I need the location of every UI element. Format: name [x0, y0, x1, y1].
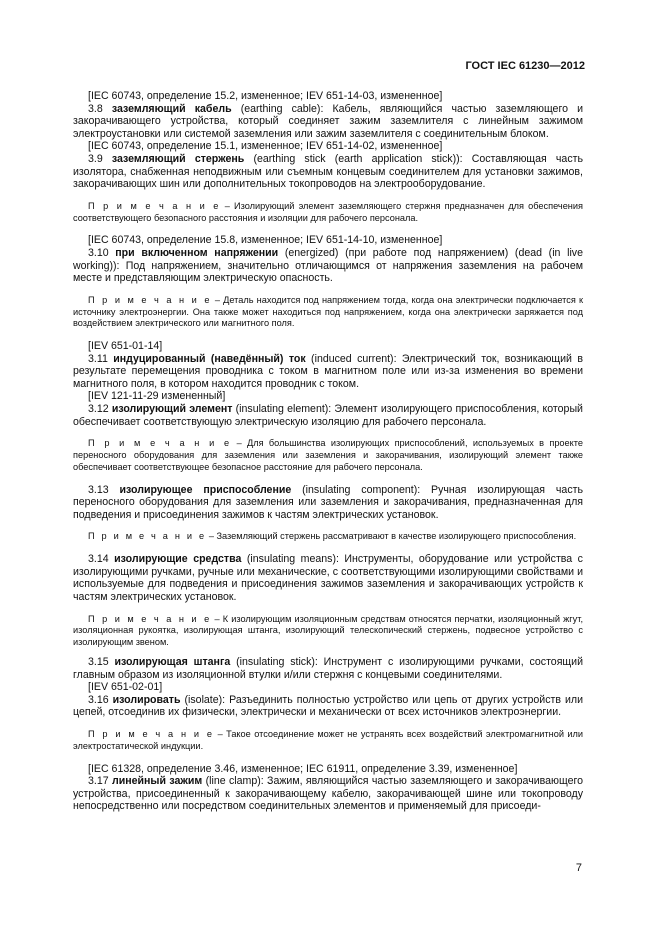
definition-text: (insulating stick): Инструмент с изолирующими ручками, состоящий главным образом из изоляционной втулки и/или стержня с концевыми соединителями. [73, 656, 583, 681]
term-name: изолировать [112, 693, 181, 706]
note [73, 201, 583, 225]
term-number: 3.15 [88, 656, 109, 668]
term-number: 3.13 [88, 483, 109, 496]
definition-text: (energized) (при работе под напряжением) (dead (in live working)): Под напряжением, значительно отличающимся от напряжения заземления на рабочем месте и представляющим электрическую опасность. [73, 246, 583, 285]
term-number: 3.16 [88, 693, 109, 706]
definition-text: (line clamp): Зажим, являющийся частью заземляющего и закорачивающего устройства, присоединенный к закорачивающему кабелю, закорачивающей шине или токопроводу непосредственно или посредством соединительных элементов и применяемый для присоеди- [73, 775, 584, 813]
definition-text: (insulating element): Элемент изолирующего приспособления, который обеспечивает соответствующую электрическую изоляцию для рабочего персонала. [73, 403, 583, 428]
term-name: линейный зажим [111, 775, 203, 788]
document-body [73, 90, 583, 813]
term-name: изолирующие средства [114, 553, 242, 566]
definition-3-16 [73, 694, 583, 719]
note-text: – Изолирующий элемент заземляющего стержня предназначен для обеспечения соответствующего безопасного расстояния и изоляции для рабочего персонала. [73, 200, 583, 223]
term-number: 3.9 [88, 152, 103, 165]
definition-3-13 [73, 484, 583, 522]
definition-text: (earthing stick (earth application stick)): Составляющая часть изолятора, снабженная неподвижным или съемным концевым соединителем для установки зажимов, закорачивающих шин или дополнительных токопроводов на электрооборудование. [73, 152, 583, 191]
definition-3-8 [73, 103, 583, 141]
note [73, 295, 583, 330]
note-prefix: П р и м е ч а н и е [88, 531, 207, 542]
term-name: заземляющий кабель [111, 102, 232, 115]
note-prefix: П р и м е ч а н и е [88, 200, 221, 211]
term-name: изолирующее приспособление [119, 483, 292, 496]
note [73, 729, 583, 753]
definition-3-11 [73, 353, 583, 391]
term-number: 3.12 [88, 403, 109, 416]
definition-text: (insulating component): Ручная изолирующая часть переносного оборудования для заземления или заземления и закорачивания, предназначенная для подведения и присоединения зажимов к частям электрических установок. [73, 483, 583, 521]
note-text: – Деталь находится под напряжением тогда, когда она электрически подключается к источнику электроэнергии. Она также может находиться под напряжением, когда она электрически заряжается под воздействием электрического или магнитного поля. [73, 294, 583, 329]
reference-line: [IEV 651-01-14] [88, 340, 163, 353]
note-text: – Такое отсоединение может не устранять всех воздействий электромагнитной или электростатической индукции. [73, 728, 584, 751]
note-prefix: П р и м е ч а н и е [88, 294, 212, 305]
reference-line: [IEV 121-11-29 измененный] [88, 390, 226, 403]
reference-line: [IEC 60743, определение 15.8, измененное; IEV 651-14-10, измененное] [88, 234, 443, 247]
reference-line: [IEV 651-02-01] [88, 681, 163, 694]
note-prefix: П р и м е ч а н и е [88, 438, 232, 449]
definition-3-14 [73, 553, 583, 603]
note [73, 531, 583, 543]
term-number: 3.10 [88, 246, 109, 259]
reference-line: [IEC 60743, определение 15.1, измененное; IEV 651-14-02, измененное] [88, 140, 443, 153]
reference-line: [IEC 61328, определение 3.46, измененное; IEC 61911, определение 3.39, измененное] [88, 762, 518, 775]
term-name: при включенном напряжении [115, 246, 279, 259]
definition-text: (earthing cable): Кабель, являющийся частью заземляющего и закорачивающего устройства, который соединяет зажим заземлителя с линейным зажимом электроустановки или системой заземления или зажим заземлителя с соединительным блоком. [73, 102, 583, 140]
definition-3-10 [73, 247, 583, 285]
definition-3-9 [73, 153, 583, 191]
definition-text: (insulating means): Инструменты, оборудование или устройства с изолирующими ручками, ручные или механические, с соответствующими изолирующими свойствами и используемые для подведения и присоединения зажимов заземления и закорачивающих устройств к частям электрических установок. [73, 553, 583, 604]
term-number: 3.14 [88, 553, 109, 566]
note [73, 438, 583, 473]
term-name: индуцированный (наведённый) ток [113, 352, 306, 365]
term-number: 3.17 [88, 775, 109, 788]
note-text: – К изолирующим изоляционным средствам относятся перчатки, изоляционный жгут, изоляционная рукоятка, изолирующая штанга, изолирующий телескопический стержень, подвесное устройство с изолирующим звеном. [73, 613, 583, 648]
note-prefix: П р и м е ч а н и е [88, 613, 212, 624]
definition-text: (induced current): Электрический ток, возникающий в результате перемещения проводника с током в магнитном поле или из-за изменения во времени магнитного поля, в котором находится проводник с током. [73, 352, 583, 390]
definition-3-17 [73, 775, 583, 813]
reference-line: [IEC 60743, определение 15.2, измененное; IEV 651-14-03, измененное] [88, 90, 443, 102]
definition-3-12 [73, 403, 583, 428]
term-name: изолирующий элемент [111, 403, 233, 416]
note-text: – Заземляющий стержень рассматривают в качестве изолирующего приспособления. [206, 531, 577, 542]
definition-3-15 [73, 656, 583, 681]
note-prefix: П р и м е ч а н и е [88, 728, 215, 739]
page-number: 7 [575, 862, 582, 874]
definition-text: (isolate): Разъединить полностью устройство или цепь от других устройств или цепей, отсоединив их физически, электрически и механически от всех источников электроэнергии. [73, 693, 583, 719]
term-number: 3.11 [88, 352, 108, 365]
note [73, 614, 583, 649]
note-text: – Для большинства изолирующих приспособлений, используемых в проекте переносного оборудования для заземления или заземления и закорачивания, изолирующий элемент также обеспечивает соответствующее безопасное расстояние для рабочего персонала. [73, 438, 583, 472]
term-name: изолирующая штанга [114, 656, 231, 668]
standard-header: ГОСТ IEC 61230—2012 [465, 60, 585, 72]
term-number: 3.8 [88, 102, 103, 115]
term-name: заземляющий стержень [111, 152, 245, 165]
